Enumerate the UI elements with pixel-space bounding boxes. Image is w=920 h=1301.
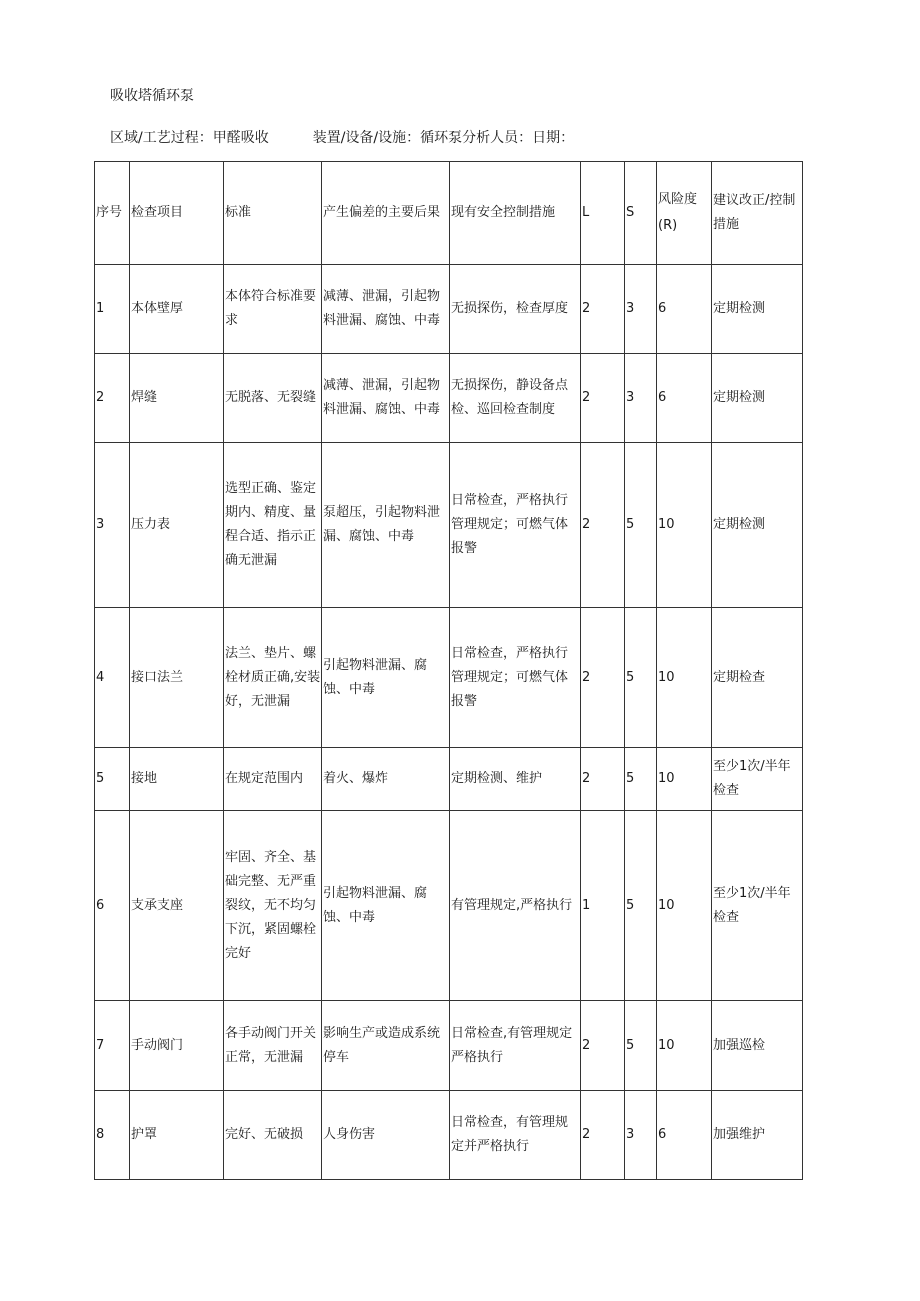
cell-consequence: 着火、爆炸 (322, 748, 450, 811)
cell-standard: 法兰、垫片、螺栓材质正确,安装好，无泄漏 (224, 608, 322, 748)
cell-suggestion: 加强巡检 (712, 1001, 803, 1091)
cell-s: 3 (625, 265, 657, 354)
table-header-row (95, 162, 803, 265)
meta-area-process: 区域/工艺过程：甲醛吸收 (110, 130, 269, 146)
cell-l: 2 (581, 265, 625, 354)
cell-s: 5 (625, 1001, 657, 1091)
cell-item: 接口法兰 (130, 608, 224, 748)
cell-risk: 10 (657, 1001, 712, 1091)
cell-no: 7 (95, 1001, 130, 1091)
header-suggestion: 建议改正/控制措施 (712, 162, 803, 265)
cell-item: 手动阀门 (130, 1001, 224, 1091)
cell-standard: 无脱落、无裂缝 (224, 354, 322, 443)
cell-s: 5 (625, 443, 657, 608)
cell-s: 5 (625, 811, 657, 1001)
cell-standard: 牢固、齐全、基础完整、无严重裂纹，无不均匀下沉，紧固螺栓完好 (224, 811, 322, 1001)
cell-suggestion: 至少1次/半年检查 (712, 811, 803, 1001)
cell-l: 2 (581, 608, 625, 748)
cell-suggestion: 定期检测 (712, 265, 803, 354)
cell-s: 3 (625, 354, 657, 443)
cell-consequence: 引起物料泄漏、腐蚀、中毒 (322, 608, 450, 748)
cell-s: 3 (625, 1091, 657, 1180)
table-row (95, 1091, 803, 1180)
cell-item: 接地 (130, 748, 224, 811)
meta-equipment-analyst-date: 装置/设备/设施：循环泵分析人员：日期： (312, 130, 575, 146)
cell-no: 2 (95, 354, 130, 443)
header-item: 检查项目 (130, 162, 224, 265)
cell-l: 1 (581, 811, 625, 1001)
cell-l: 2 (581, 1091, 625, 1180)
document-meta (110, 128, 574, 148)
cell-standard: 选型正确、鉴定期内、精度、量程合适、指示正确无泄漏 (224, 443, 322, 608)
cell-measures: 无损探伤，检查厚度 (450, 265, 581, 354)
cell-s: 5 (625, 608, 657, 748)
table-row (95, 443, 803, 608)
cell-suggestion: 至少1次/半年检查 (712, 748, 803, 811)
header-measures: 现有安全控制措施 (450, 162, 581, 265)
cell-consequence: 减薄、泄漏，引起物料泄漏、腐蚀、中毒 (322, 265, 450, 354)
cell-standard: 本体符合标准要求 (224, 265, 322, 354)
cell-risk: 10 (657, 748, 712, 811)
cell-risk: 10 (657, 443, 712, 608)
cell-measures: 无损探伤，静设备点检、巡回检查制度 (450, 354, 581, 443)
header-no: 序号 (95, 162, 130, 265)
cell-item: 支承支座 (130, 811, 224, 1001)
cell-l: 2 (581, 748, 625, 811)
cell-measures: 日常检查,有管理规定严格执行 (450, 1001, 581, 1091)
cell-consequence: 引起物料泄漏、腐蚀、中毒 (322, 811, 450, 1001)
cell-no: 8 (95, 1091, 130, 1180)
cell-suggestion: 定期检测 (712, 443, 803, 608)
cell-risk: 6 (657, 354, 712, 443)
cell-no: 3 (95, 443, 130, 608)
cell-standard: 完好、无破损 (224, 1091, 322, 1180)
document-title: 吸收塔循环泵 (110, 88, 194, 104)
table-row (95, 265, 803, 354)
cell-l: 2 (581, 1001, 625, 1091)
cell-no: 1 (95, 265, 130, 354)
table-row (95, 748, 803, 811)
table-row (95, 811, 803, 1001)
cell-item: 护罩 (130, 1091, 224, 1180)
cell-item: 本体壁厚 (130, 265, 224, 354)
header-risk: 风险度(R) (657, 162, 712, 265)
cell-suggestion: 加强维护 (712, 1091, 803, 1180)
cell-risk: 6 (657, 1091, 712, 1180)
table-row (95, 1001, 803, 1091)
table-row (95, 354, 803, 443)
header-s: S (625, 162, 657, 265)
cell-consequence: 影响生产或造成系统停车 (322, 1001, 450, 1091)
cell-suggestion: 定期检测 (712, 354, 803, 443)
cell-consequence: 人身伤害 (322, 1091, 450, 1180)
header-standard: 标准 (224, 162, 322, 265)
cell-consequence: 减薄、泄漏，引起物料泄漏、腐蚀、中毒 (322, 354, 450, 443)
cell-item: 压力表 (130, 443, 224, 608)
cell-measures: 日常检查，严格执行管理规定；可燃气体报警 (450, 443, 581, 608)
cell-measures: 日常检查，严格执行管理规定；可燃气体报警 (450, 608, 581, 748)
cell-standard: 在规定范围内 (224, 748, 322, 811)
cell-l: 2 (581, 354, 625, 443)
cell-risk: 10 (657, 608, 712, 748)
cell-no: 4 (95, 608, 130, 748)
cell-no: 5 (95, 748, 130, 811)
table-row (95, 608, 803, 748)
header-consequence: 产生偏差的主要后果 (322, 162, 450, 265)
cell-consequence: 泵超压，引起物料泄漏、腐蚀、中毒 (322, 443, 450, 608)
inspection-table (94, 161, 803, 1180)
cell-measures: 有管理规定,严格执行 (450, 811, 581, 1001)
cell-standard: 各手动阀门开关正常，无泄漏 (224, 1001, 322, 1091)
cell-item: 焊缝 (130, 354, 224, 443)
cell-measures: 定期检测、维护 (450, 748, 581, 811)
cell-s: 5 (625, 748, 657, 811)
header-l: L (581, 162, 625, 265)
cell-risk: 6 (657, 265, 712, 354)
cell-no: 6 (95, 811, 130, 1001)
cell-l: 2 (581, 443, 625, 608)
cell-measures: 日常检查，有管理规定并严格执行 (450, 1091, 581, 1180)
cell-suggestion: 定期检查 (712, 608, 803, 748)
cell-risk: 10 (657, 811, 712, 1001)
